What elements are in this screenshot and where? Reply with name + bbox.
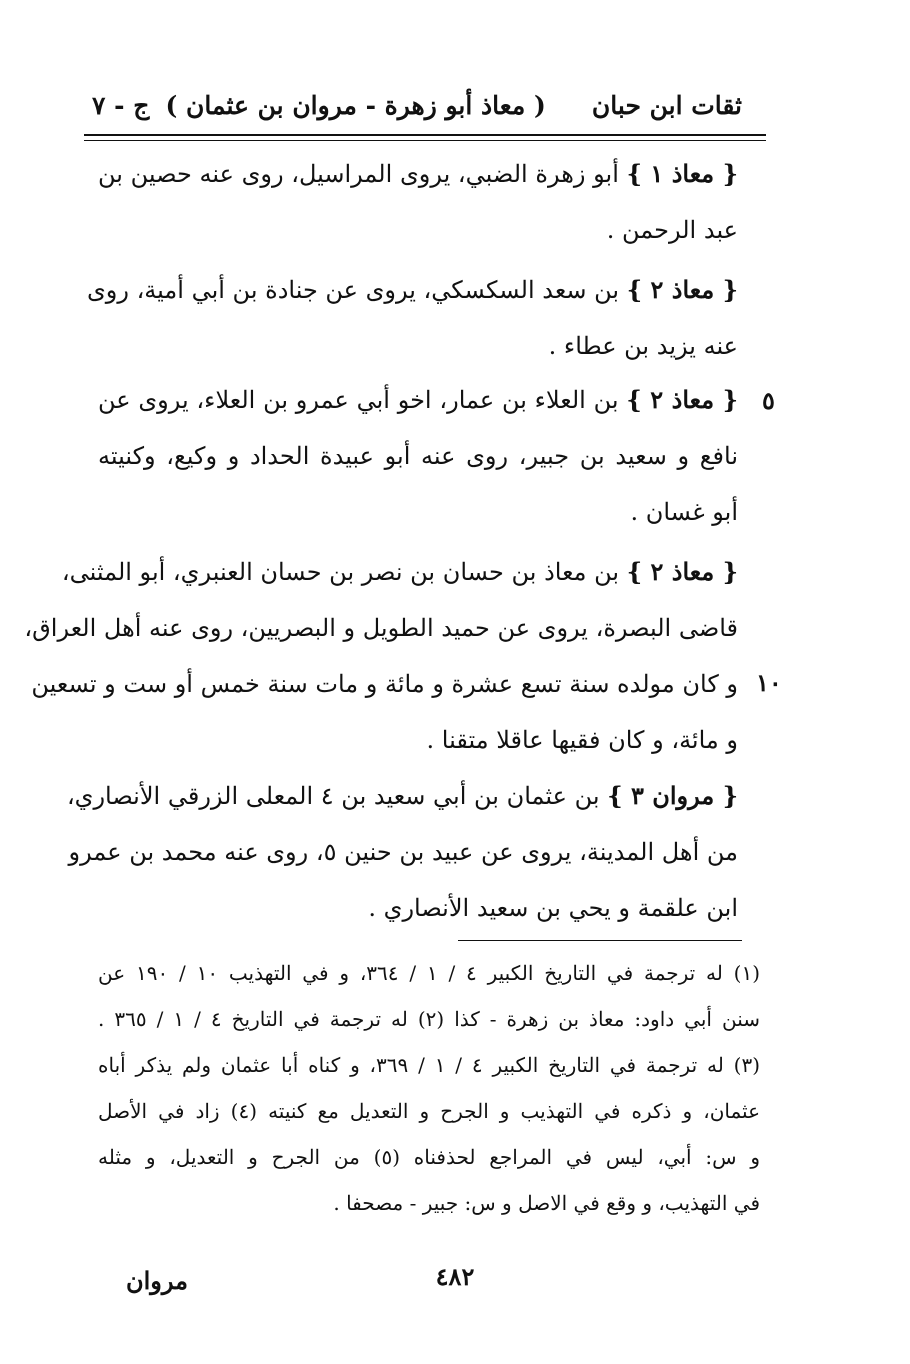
entry-text: أبو زهرة الضبي، يروى المراسيل، روى عنه حصين بن <box>98 160 627 188</box>
footnote-line: عثمان، و ذكره في التهذيب و الجرح و التعديل مع كنيته (٤) زاد في الأصل <box>98 1099 761 1123</box>
entry-name: { معاذ ١ } <box>626 159 738 188</box>
header-rule-thin <box>84 140 766 141</box>
entry-line: عبد الرحمن . <box>606 216 738 244</box>
entry-marwan <box>66 768 738 936</box>
footnote-line: في التهذيب، و وقع في الاصل و س: جبير - مصحفا . <box>333 1191 760 1215</box>
entry-text: بن معاذ بن حسان بن نصر بن حسان العنبري، أبو المثنى، <box>61 558 627 586</box>
entry-line: ابن علقمة و يحي بن سعيد الأنصاري . <box>368 894 738 922</box>
page-number: ٤٨٢ <box>435 1262 475 1291</box>
entry-line <box>98 372 738 428</box>
entry-line: من أهل المدينة، يروى عن عبيد بن حنين ٥، روى عنه محمد بن عمرو <box>68 838 738 866</box>
line-number-10: ١٠ <box>756 668 782 697</box>
entry-text: بن عثمان بن أبي سعيد بن ٤ المعلى الزرقي الأنصاري، <box>66 782 608 810</box>
footnote-line: (١) له ترجمة في التاريخ الكبير ٤ / ١ / ٣٦٤، و في التهذيب ١٠ / ١٩٠ عن <box>98 961 761 985</box>
section-range: ( معاذ أبو زهرة - مروان بن عثمان ) <box>165 90 546 120</box>
footnotes <box>98 950 760 1226</box>
entry-line: نافع و سعيد بن جبير، روى عنه أبو عبيدة الحداد و وكيع، وكنيته <box>98 442 738 470</box>
entry-line: و كان مولده سنة تسع عشرة و مائة و مات سنة خمس أو ست و تسعين <box>31 670 738 698</box>
entry-line: أبو غسان . <box>630 498 738 526</box>
entry-line <box>66 768 738 824</box>
entry-muadh-1 <box>98 146 738 258</box>
catchword: مروان <box>126 1266 188 1295</box>
entry-muadh-3 <box>98 372 738 540</box>
entry-line <box>98 146 738 202</box>
entry-name: { معاذ ٢ } <box>626 557 738 586</box>
footnote-line: (٣) له ترجمة في التاريخ الكبير ٤ / ١ / ٣٦٩، و كناه أبا عثمان ولم يذكر أباه <box>98 1053 761 1077</box>
line-number-5: ٥ <box>762 386 775 415</box>
entry-muadh-2 <box>86 262 738 374</box>
entry-text: بن سعد السكسكي، يروى عن جنادة بن أبي أمية، روى <box>86 276 627 304</box>
volume-number: ج - ٧ <box>92 90 150 120</box>
entry-name: { معاذ ٢ } <box>626 385 739 414</box>
entry-line: عنه يزيد بن عطاء . <box>548 332 738 360</box>
entry-name: { معاذ ٢ } <box>626 275 738 304</box>
book-title: ثقات ابن حبان <box>591 90 742 120</box>
entry-line <box>86 262 738 318</box>
entry-muadh-4 <box>24 544 738 768</box>
entry-line <box>61 544 738 600</box>
header-rule-thick <box>84 134 766 136</box>
entry-line: قاضى البصرة، يروى عن حميد الطويل و البصريين، روى عنه أهل العراق، <box>24 614 738 642</box>
footnote-line: و س: أبي، ليس في المراجع لحذفناه (٥) من الجرح و التعديل، و مثله <box>98 1145 760 1169</box>
entry-name: { مروان ٣ } <box>607 781 738 810</box>
entry-line: و مائة، و كان فقيها عاقلا متقنا . <box>426 726 738 754</box>
footnote-line: سنن أبي داود: معاذ بن زهرة - كذا (٢) له ترجمة في التاريخ ٤ / ١ / ٣٦٥ . <box>98 1007 761 1031</box>
entry-text: بن العلاء بن عمار، اخو أبي عمرو بن العلاء، يروى عن <box>98 386 627 414</box>
footnote-rule <box>458 940 742 941</box>
running-header <box>92 82 742 128</box>
